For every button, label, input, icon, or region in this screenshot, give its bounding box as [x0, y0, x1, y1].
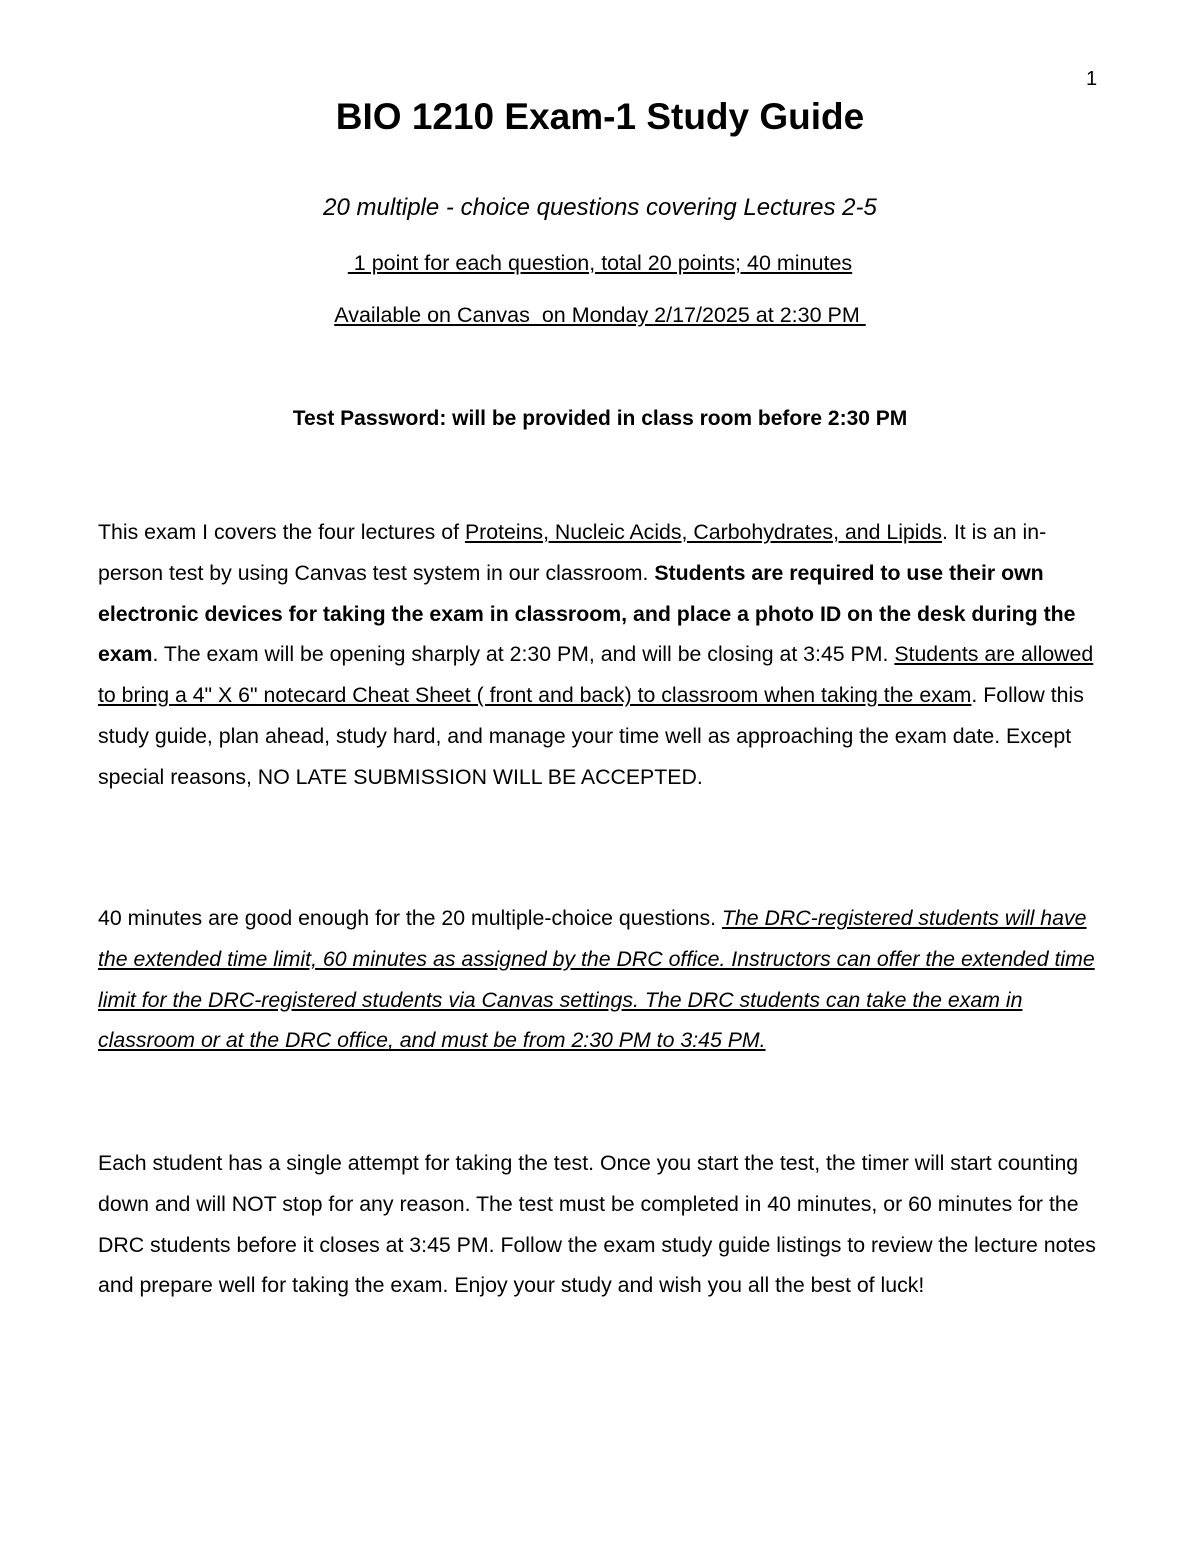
drc-note: The DRC-registered students will have the extended time limit, 60 minutes as assigned by the DRC office. Instructors can offer the extended time limit for the DRC-registered students via Canvas settings. The DRC students can take the exam in classroom or at the DRC office, and must be from 2:30 PM to 3:45 PM. — [98, 906, 1095, 1053]
cheat-sheet-note: Students are allowed to bring a 4" X 6" notecard Cheat Sheet ( front and back) to classroom when taking the exam — [98, 642, 1094, 708]
device-requirement: Students are required to use their own electronic devices for taking the exam in classroom, and place a photo ID on the desk during the exam — [98, 560, 1076, 667]
password-line: Test Password: will be provided in class room before 2:30 PM — [292, 407, 908, 430]
page-title: BIO 1210 Exam-1 Study Guide — [335, 96, 865, 137]
page-number: 1 — [1086, 68, 1098, 90]
exam-overview-paragraph — [98, 512, 1103, 798]
points-line: 1 point for each question, total 20 points; 40 minutes — [347, 251, 853, 275]
exam-subtitle: 20 multiple - choice questions covering Lectures 2-5 — [323, 194, 877, 221]
time-limit-paragraph — [98, 898, 1103, 1061]
exam-timing: . The exam will be opening sharply at 2:30 PM, and will be closing at 3:45 PM. — [152, 642, 895, 667]
time-limit-intro: 40 minutes are good enough for the 20 multiple-choice questions. — [98, 906, 722, 930]
overview-after-list: . It is an in-person test by using Canvas test system in our classroom. — [98, 520, 1047, 585]
availability-line: Available on Canvas on Monday 2/17/2025 at 2:30 PM — [334, 303, 866, 327]
lectures-list: Proteins, Nucleic Acids, Carbohydrates, and Lipids — [464, 520, 942, 544]
attempt-paragraph: Each student has a single attempt for taking the test. Once you start the test, the timer will start counting down and will NOT stop for any reason. The test must be completed in 40 minutes, or 60 minutes for the DRC students before it closes at 3:45 PM. Follow the exam study guide listings to review the lecture notes and prepare well for taking the exam. Enjoy your study and wish you all the best of luck! — [98, 1151, 1096, 1298]
overview-intro: This exam I covers the four lectures of — [98, 520, 465, 544]
overview-closing: . Follow this study guide, plan ahead, study hard, and manage your time well as approaching the exam date. Except special reasons, NO LATE SUBMISSION WILL BE ACCEPTED. — [98, 683, 1084, 789]
